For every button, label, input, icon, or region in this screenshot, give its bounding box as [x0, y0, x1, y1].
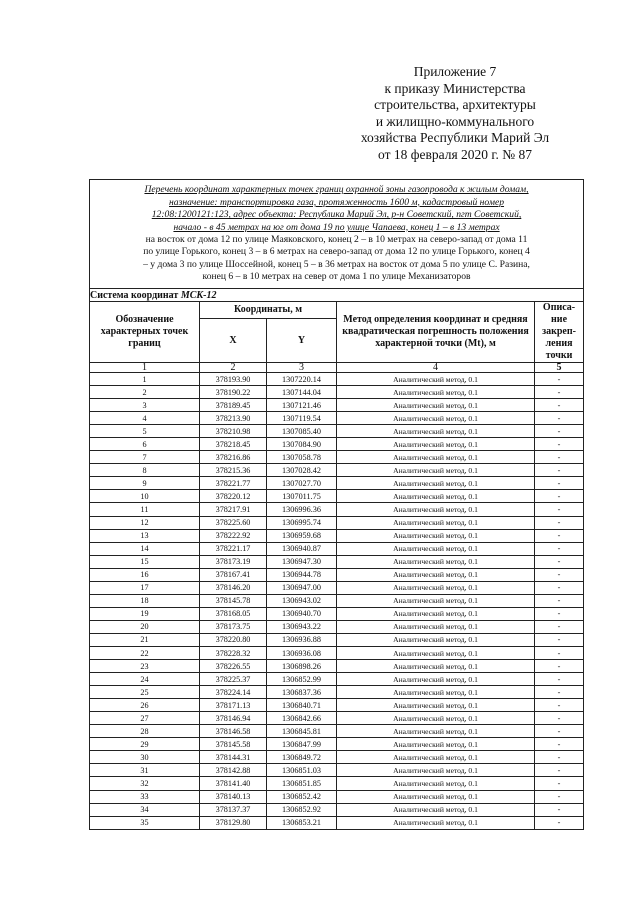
x-coordinate-cell: 378146.20	[200, 581, 267, 594]
description-cell: -	[535, 803, 584, 816]
method-cell: Аналитический метод, 0.1	[337, 412, 535, 425]
y-coordinate-cell: 1306936.08	[267, 646, 337, 659]
table-row	[90, 477, 584, 490]
object-description	[90, 180, 584, 289]
y-coordinate-cell: 1306940.87	[267, 542, 337, 555]
method-cell: Аналитический метод, 0.1	[337, 373, 535, 386]
intro-line: – у дома 3 по улице Шоссейной, конец 5 – в 36 метрах на восток от дома 5 по улице С. Разина,	[143, 258, 530, 270]
header-point: Обозначение характерных точек границ	[90, 302, 200, 363]
header-line: Приложение 7	[413, 64, 497, 79]
intro-line: по улице Горького, конец 3 – в 6 метрах на северо-запад от дома 12 по улице Горького, конец 4	[143, 246, 530, 258]
header-line: к приказу Министерства	[384, 80, 526, 96]
y-coordinate-cell: 1306940.70	[267, 607, 337, 620]
x-coordinate-cell: 378226.55	[200, 660, 267, 673]
y-coordinate-cell: 1306996.36	[267, 503, 337, 516]
y-coordinate-cell: 1307084.90	[267, 438, 337, 451]
header-line: и жилищно-коммунального	[375, 113, 535, 129]
description-cell: -	[535, 568, 584, 581]
description-cell: -	[535, 490, 584, 503]
table-row	[90, 686, 584, 699]
intro-line: начало - в 45 метрах на юг от дома 19 по улице Чапаева, конец 1 – в 13 метрах	[173, 221, 500, 233]
description-cell: -	[535, 451, 584, 464]
point-id-cell: 13	[90, 529, 200, 542]
point-id-cell: 14	[90, 542, 200, 555]
table-row	[90, 764, 584, 777]
description-cell: -	[535, 725, 584, 738]
y-coordinate-cell: 1307027.70	[267, 477, 337, 490]
column-number: 5	[535, 363, 584, 373]
y-coordinate-cell: 1306947.00	[267, 581, 337, 594]
description-cell: -	[535, 555, 584, 568]
table-row	[90, 699, 584, 712]
method-cell: Аналитический метод, 0.1	[337, 699, 535, 712]
y-coordinate-cell: 1306852.99	[267, 673, 337, 686]
method-cell: Аналитический метод, 0.1	[337, 660, 535, 673]
appendix-header	[330, 64, 580, 163]
point-id-cell: 15	[90, 555, 200, 568]
x-coordinate-cell: 378168.05	[200, 607, 267, 620]
y-coordinate-cell: 1306847.99	[267, 738, 337, 751]
table-row	[90, 816, 584, 829]
description-cell: -	[535, 425, 584, 438]
description-cell: -	[535, 646, 584, 659]
description-cell: -	[535, 660, 584, 673]
point-id-cell: 29	[90, 738, 200, 751]
y-coordinate-cell: 1307028.42	[267, 464, 337, 477]
method-cell: Аналитический метод, 0.1	[337, 386, 535, 399]
table-row	[90, 438, 584, 451]
method-cell: Аналитический метод, 0.1	[337, 425, 535, 438]
point-id-cell: 22	[90, 646, 200, 659]
table-row	[90, 464, 584, 477]
y-coordinate-cell: 1306851.03	[267, 764, 337, 777]
description-cell: -	[535, 712, 584, 725]
method-cell: Аналитический метод, 0.1	[337, 712, 535, 725]
x-coordinate-cell: 378222.92	[200, 529, 267, 542]
x-coordinate-cell: 378137.37	[200, 803, 267, 816]
method-cell: Аналитический метод, 0.1	[337, 464, 535, 477]
method-cell: Аналитический метод, 0.1	[337, 516, 535, 529]
y-coordinate-cell: 1306837.36	[267, 686, 337, 699]
description-cell: -	[535, 751, 584, 764]
intro-line: конец 6 – в 10 метрах на север от дома 1 по улице Механизаторов	[202, 271, 471, 283]
method-cell: Аналитический метод, 0.1	[337, 529, 535, 542]
table-row	[90, 803, 584, 816]
column-number: 2	[200, 363, 267, 373]
point-id-cell: 26	[90, 699, 200, 712]
point-id-cell: 9	[90, 477, 200, 490]
method-cell: Аналитический метод, 0.1	[337, 581, 535, 594]
coordinates-table	[89, 179, 584, 830]
table-row	[90, 660, 584, 673]
table-row	[90, 516, 584, 529]
x-coordinate-cell: 378218.45	[200, 438, 267, 451]
x-coordinate-cell: 378146.94	[200, 712, 267, 725]
point-id-cell: 31	[90, 764, 200, 777]
x-coordinate-cell: 378225.60	[200, 516, 267, 529]
x-coordinate-cell: 378173.75	[200, 620, 267, 633]
x-coordinate-cell: 378190.22	[200, 386, 267, 399]
x-coordinate-cell: 378173.19	[200, 555, 267, 568]
point-id-cell: 20	[90, 620, 200, 633]
y-coordinate-cell: 1306851.85	[267, 777, 337, 790]
method-cell: Аналитический метод, 0.1	[337, 607, 535, 620]
point-id-cell: 35	[90, 816, 200, 829]
point-id-cell: 4	[90, 412, 200, 425]
y-coordinate-cell: 1306936.88	[267, 633, 337, 646]
method-cell: Аналитический метод, 0.1	[337, 738, 535, 751]
method-cell: Аналитический метод, 0.1	[337, 542, 535, 555]
description-cell: -	[535, 516, 584, 529]
table-row	[90, 607, 584, 620]
table-row	[90, 738, 584, 751]
column-number: 4	[337, 363, 535, 373]
y-coordinate-cell: 1307220.14	[267, 373, 337, 386]
table-row	[90, 725, 584, 738]
y-coordinate-cell: 1307058.78	[267, 451, 337, 464]
y-coordinate-cell: 1306853.21	[267, 816, 337, 829]
point-id-cell: 8	[90, 464, 200, 477]
coordinate-system	[90, 289, 584, 302]
x-coordinate-cell: 378225.37	[200, 673, 267, 686]
method-cell: Аналитический метод, 0.1	[337, 620, 535, 633]
x-coordinate-cell: 378189.45	[200, 399, 267, 412]
table-row	[90, 490, 584, 503]
point-id-cell: 24	[90, 673, 200, 686]
x-coordinate-cell: 378193.90	[200, 373, 267, 386]
table-row	[90, 790, 584, 803]
x-coordinate-cell: 378129.80	[200, 816, 267, 829]
y-coordinate-cell: 1306943.02	[267, 594, 337, 607]
column-number: 3	[267, 363, 337, 373]
header-line: строительства, архитектуры	[374, 97, 536, 112]
point-id-cell: 16	[90, 568, 200, 581]
method-cell: Аналитический метод, 0.1	[337, 594, 535, 607]
point-id-cell: 17	[90, 581, 200, 594]
table-row	[90, 386, 584, 399]
y-coordinate-cell: 1306840.71	[267, 699, 337, 712]
x-coordinate-cell: 378142.88	[200, 764, 267, 777]
method-cell: Аналитический метод, 0.1	[337, 686, 535, 699]
point-id-cell: 2	[90, 386, 200, 399]
table-row	[90, 542, 584, 555]
point-id-cell: 5	[90, 425, 200, 438]
table-row	[90, 646, 584, 659]
table-row	[90, 451, 584, 464]
method-cell: Аналитический метод, 0.1	[337, 777, 535, 790]
point-id-cell: 30	[90, 751, 200, 764]
description-cell: -	[535, 764, 584, 777]
description-cell: -	[535, 673, 584, 686]
x-coordinate-cell: 378140.13	[200, 790, 267, 803]
description-cell: -	[535, 529, 584, 542]
method-cell: Аналитический метод, 0.1	[337, 438, 535, 451]
y-coordinate-cell: 1306898.26	[267, 660, 337, 673]
method-cell: Аналитический метод, 0.1	[337, 790, 535, 803]
method-cell: Аналитический метод, 0.1	[337, 503, 535, 516]
y-coordinate-cell: 1307085.40	[267, 425, 337, 438]
table-row	[90, 751, 584, 764]
system-name: МСК-12	[180, 289, 217, 301]
header-line: хозяйства Республики Марий Эл	[360, 130, 550, 145]
point-id-cell: 18	[90, 594, 200, 607]
table-row	[90, 712, 584, 725]
point-id-cell: 12	[90, 516, 200, 529]
table-row	[90, 568, 584, 581]
y-coordinate-cell: 1307011.75	[267, 490, 337, 503]
y-coordinate-cell: 1307119.54	[267, 412, 337, 425]
point-id-cell: 11	[90, 503, 200, 516]
method-cell: Аналитический метод, 0.1	[337, 568, 535, 581]
method-cell: Аналитический метод, 0.1	[337, 816, 535, 829]
y-coordinate-cell: 1306959.68	[267, 529, 337, 542]
description-cell: -	[535, 816, 584, 829]
y-coordinate-cell: 1306943.22	[267, 620, 337, 633]
description-cell: -	[535, 777, 584, 790]
header-coordinates: Координаты, м	[200, 302, 337, 319]
y-coordinate-cell: 1306842.66	[267, 712, 337, 725]
intro-line: 12:08:1200121:123, адрес объекта: Республика Марий Эл, р-н Советский, пгт Советский,	[151, 209, 522, 221]
x-coordinate-cell: 378220.12	[200, 490, 267, 503]
method-cell: Аналитический метод, 0.1	[337, 633, 535, 646]
x-coordinate-cell: 378145.58	[200, 738, 267, 751]
method-cell: Аналитический метод, 0.1	[337, 555, 535, 568]
y-coordinate-cell: 1307144.04	[267, 386, 337, 399]
description-cell: -	[535, 738, 584, 751]
x-coordinate-cell: 378217.91	[200, 503, 267, 516]
description-cell: -	[535, 633, 584, 646]
description-cell: -	[535, 373, 584, 386]
point-id-cell: 23	[90, 660, 200, 673]
x-coordinate-cell: 378167.41	[200, 568, 267, 581]
table-row	[90, 529, 584, 542]
x-coordinate-cell: 378144.31	[200, 751, 267, 764]
table-row	[90, 503, 584, 516]
header-line: от 18 февраля 2020 г. № 87	[378, 146, 532, 162]
table-row	[90, 620, 584, 633]
description-cell: -	[535, 438, 584, 451]
point-id-cell: 19	[90, 607, 200, 620]
description-cell: -	[535, 594, 584, 607]
x-coordinate-cell: 378220.80	[200, 633, 267, 646]
table-row	[90, 373, 584, 386]
x-coordinate-cell: 378221.77	[200, 477, 267, 490]
x-coordinate-cell: 378210.98	[200, 425, 267, 438]
header-x: X	[200, 319, 267, 363]
point-id-cell: 34	[90, 803, 200, 816]
description-cell: -	[535, 581, 584, 594]
table-row	[90, 581, 584, 594]
table-row	[90, 633, 584, 646]
table-row	[90, 399, 584, 412]
description-cell: -	[535, 686, 584, 699]
table-row	[90, 555, 584, 568]
column-number: 1	[90, 363, 200, 373]
table-row	[90, 673, 584, 686]
description-cell: -	[535, 464, 584, 477]
y-coordinate-cell: 1307121.46	[267, 399, 337, 412]
method-cell: Аналитический метод, 0.1	[337, 764, 535, 777]
x-coordinate-cell: 378215.36	[200, 464, 267, 477]
point-id-cell: 28	[90, 725, 200, 738]
method-cell: Аналитический метод, 0.1	[337, 751, 535, 764]
x-coordinate-cell: 378146.58	[200, 725, 267, 738]
description-cell: -	[535, 399, 584, 412]
method-cell: Аналитический метод, 0.1	[337, 646, 535, 659]
description-cell: -	[535, 699, 584, 712]
point-id-cell: 10	[90, 490, 200, 503]
header-method: Метод определения координат и средняя квадратическая погрешность положения характерной точки (Mt), м	[337, 302, 535, 363]
point-id-cell: 25	[90, 686, 200, 699]
x-coordinate-cell: 378171.13	[200, 699, 267, 712]
system-label: Система координат	[90, 289, 179, 301]
intro-line: назначение: транспортировка газа, протяженность 1600 м, кадастровый номер	[169, 196, 505, 208]
y-coordinate-cell: 1306852.42	[267, 790, 337, 803]
x-coordinate-cell: 378145.78	[200, 594, 267, 607]
point-id-cell: 1	[90, 373, 200, 386]
y-coordinate-cell: 1306944.78	[267, 568, 337, 581]
y-coordinate-cell: 1306849.72	[267, 751, 337, 764]
point-id-cell: 27	[90, 712, 200, 725]
description-cell: -	[535, 542, 584, 555]
description-cell: -	[535, 386, 584, 399]
method-cell: Аналитический метод, 0.1	[337, 803, 535, 816]
description-cell: -	[535, 790, 584, 803]
table-row	[90, 594, 584, 607]
method-cell: Аналитический метод, 0.1	[337, 490, 535, 503]
method-cell: Аналитический метод, 0.1	[337, 399, 535, 412]
x-coordinate-cell: 378216.86	[200, 451, 267, 464]
description-cell: -	[535, 477, 584, 490]
description-cell: -	[535, 503, 584, 516]
header-description: Описа-ние закреп-ления точки	[535, 302, 584, 363]
y-coordinate-cell: 1306995.74	[267, 516, 337, 529]
method-cell: Аналитический метод, 0.1	[337, 451, 535, 464]
y-coordinate-cell: 1306845.81	[267, 725, 337, 738]
table-row	[90, 777, 584, 790]
point-id-cell: 6	[90, 438, 200, 451]
description-cell: -	[535, 412, 584, 425]
x-coordinate-cell: 378224.14	[200, 686, 267, 699]
x-coordinate-cell: 378141.40	[200, 777, 267, 790]
point-id-cell: 3	[90, 399, 200, 412]
x-coordinate-cell: 378221.17	[200, 542, 267, 555]
header-y: Y	[267, 319, 337, 363]
x-coordinate-cell: 378213.90	[200, 412, 267, 425]
x-coordinate-cell: 378228.32	[200, 646, 267, 659]
intro-line: Перечень координат характерных точек границ охранной зоны газопровода к жилым домам,	[144, 184, 529, 196]
y-coordinate-cell: 1306852.92	[267, 803, 337, 816]
description-cell: -	[535, 620, 584, 633]
method-cell: Аналитический метод, 0.1	[337, 477, 535, 490]
method-cell: Аналитический метод, 0.1	[337, 673, 535, 686]
table-row	[90, 412, 584, 425]
intro-line: на восток от дома 12 по улице Маяковского, конец 2 – в 10 метрах на северо-запад от дома 11	[145, 234, 528, 245]
point-id-cell: 33	[90, 790, 200, 803]
description-cell: -	[535, 607, 584, 620]
method-cell: Аналитический метод, 0.1	[337, 725, 535, 738]
y-coordinate-cell: 1306947.30	[267, 555, 337, 568]
table-row	[90, 425, 584, 438]
point-id-cell: 32	[90, 777, 200, 790]
point-id-cell: 21	[90, 633, 200, 646]
point-id-cell: 7	[90, 451, 200, 464]
